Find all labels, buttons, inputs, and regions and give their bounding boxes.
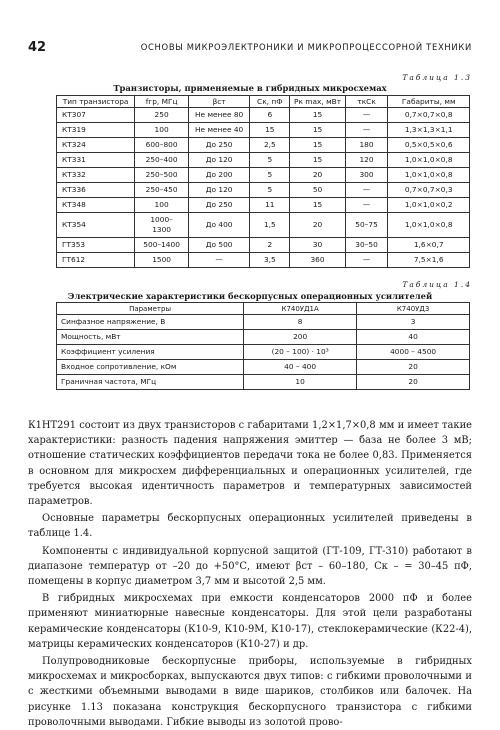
table-cell: КТ324 — [57, 138, 135, 153]
table-cell: 250 — [135, 108, 189, 123]
table-row — [57, 198, 470, 213]
table-row — [57, 138, 470, 153]
table-cell: 30–50 — [345, 238, 388, 253]
table-cell: 1,0×1,0×0,8 — [388, 213, 470, 238]
table-1-3-caption: Таблица 1.3 — [402, 73, 472, 82]
table-cell: 1,0×1,0×0,8 — [388, 153, 470, 168]
table-cell: 3 — [357, 315, 470, 330]
table-cell: 20 — [290, 168, 345, 183]
table-cell: 1,0×1,0×0,2 — [388, 198, 470, 213]
table-cell: До 400 — [189, 213, 250, 238]
table-cell: До 200 — [189, 168, 250, 183]
table-cell: 3,5 — [250, 253, 290, 268]
table-cell: — — [189, 253, 250, 268]
column-header: Тип транзистора — [57, 96, 135, 108]
table-cell: КТ319 — [57, 123, 135, 138]
paragraph: Компоненты с индивидуальной корпусной защитой (ГТ-109, ГТ-310) работают в диапазоне температур от –20 до +50°С, имеют βст – 60–180, Cк – = 30–45 пФ, помещены в корпус диаметром 3,7 мм и высотой 2,5 мм. — [28, 545, 472, 588]
table-cell: 6 — [250, 108, 290, 123]
table-cell: 600–800 — [135, 138, 189, 153]
table-header-row — [57, 303, 470, 315]
column-header: Параметры — [57, 303, 244, 315]
column-header: К740УД1А — [244, 303, 357, 315]
table-row — [57, 108, 470, 123]
paragraph: Основные параметры бескорпусных операционных усилителей приведены в таблице 1.4. — [28, 513, 472, 540]
table-cell: Не менее 40 — [189, 123, 250, 138]
paragraph: Полупроводниковые бескорпусные приборы, используемые в гибридных микросхемах и микросборках, выпускаются двух типов: с гибкими проволочными и с жесткими объемными выводами в виде шариков, столбиков или балочек. На рисунке 1.13 показана конструкция бескорпусного транзистора с гибкими проволочными выводами. Гибкие выводы из золотой прово- — [28, 656, 472, 728]
column-header: τкCк — [345, 96, 388, 108]
table-cell: 15 — [290, 123, 345, 138]
table-cell: 300 — [345, 168, 388, 183]
table-cell: 5 — [250, 183, 290, 198]
table-cell: Граничная частота, МГц — [57, 375, 244, 390]
table-row — [57, 360, 470, 375]
table-cell: 4000 – 4500 — [357, 345, 470, 360]
table-cell: 180 — [345, 138, 388, 153]
table-cell: ГТ612 — [57, 253, 135, 268]
table-cell: 1500 — [135, 253, 189, 268]
table-cell: 250–450 — [135, 183, 189, 198]
table-1-3-title: Транзисторы, применяемые в гибридных микросхемах — [113, 83, 387, 93]
table-cell: — — [345, 108, 388, 123]
table-cell: 120 — [345, 153, 388, 168]
table-cell: 7,5×1,6 — [388, 253, 470, 268]
paragraph: В гибридных микросхемах при емкости конденсаторов 2000 пФ и более применяют миниатюрные навесные конденсаторы. Для этой цели разработаны керамические конденсаторы (К10-9, К10-9М, К10-17), стеклокерамические (К22-4), матрицы керамических конденсаторов (К10-27) и др. — [28, 593, 472, 650]
table-cell: 20 — [357, 360, 470, 375]
table-cell: 0,7×0,7×0,3 — [388, 183, 470, 198]
table-cell: 10 — [244, 375, 357, 390]
table-cell: 20 — [357, 375, 470, 390]
column-header: Cк, пФ — [250, 96, 290, 108]
table-cell: 5 — [250, 153, 290, 168]
table-row — [57, 253, 470, 268]
table-cell: До 500 — [189, 238, 250, 253]
column-header: fгр, МГц — [135, 96, 189, 108]
table-cell: 2 — [250, 238, 290, 253]
table-cell: 50–75 — [345, 213, 388, 238]
table-cell: — — [345, 198, 388, 213]
table-row — [57, 213, 470, 238]
table-cell: 15 — [250, 123, 290, 138]
table-cell: 20 — [290, 213, 345, 238]
paragraph: К1НТ291 состоит из двух транзисторов с габаритами 1,2×1,7×0,8 мм и имеет такие характеристики: разность падения напряжения эмиттер — база не более 3 мВ; отношение статических коэффициентов передачи тока не более 0,83. Применяется в основном для микросхем дифференциальных и операционных усилителей, где требуется высокая идентичность параметров и температурных зависимостей параметров. — [28, 420, 472, 508]
table-cell: 30 — [290, 238, 345, 253]
table-cell: 5 — [250, 168, 290, 183]
table-cell: 50 — [290, 183, 345, 198]
table-row — [57, 375, 470, 390]
table-cell: 40 – 400 — [244, 360, 357, 375]
table-row — [57, 168, 470, 183]
table-cell: 1,0×1,0×0,8 — [388, 168, 470, 183]
table-cell: 0,5×0,5×0,6 — [388, 138, 470, 153]
column-header: βст — [189, 96, 250, 108]
table-1-4-caption: Таблица 1.4 — [402, 280, 472, 289]
table-row — [57, 315, 470, 330]
table-cell: 1,3×1,3×1,1 — [388, 123, 470, 138]
page-header — [28, 40, 472, 58]
table-cell: До 250 — [189, 138, 250, 153]
table-cell: До 250 — [189, 198, 250, 213]
table-cell: Мощность, мВт — [57, 330, 244, 345]
table-row — [57, 330, 470, 345]
table-header-row — [57, 96, 470, 108]
table-cell: КТ331 — [57, 153, 135, 168]
table-cell: 15 — [290, 138, 345, 153]
table-row — [57, 123, 470, 138]
running-title: ОСНОВЫ МИКРОЭЛЕКТРОНИКИ И МИКРОПРОЦЕССОРНОЙ ТЕХНИКИ — [140, 42, 472, 52]
table-cell: Синфазное напряжение, В — [57, 315, 244, 330]
table-row — [57, 345, 470, 360]
table-cell: КТ307 — [57, 108, 135, 123]
body-text — [28, 418, 472, 730]
column-header: Pк max, мВт — [290, 96, 345, 108]
table-cell: 360 — [290, 253, 345, 268]
table-cell: 100 — [135, 123, 189, 138]
table-cell: 1,5 — [250, 213, 290, 238]
table-cell: Входное сопротивление, кОм — [57, 360, 244, 375]
table-row — [57, 183, 470, 198]
table-cell: До 120 — [189, 183, 250, 198]
page-number: 42 — [28, 40, 47, 55]
table-cell: Не менее 80 — [189, 108, 250, 123]
table-cell: 15 — [290, 153, 345, 168]
column-header: Габариты, мм — [388, 96, 470, 108]
table-cell: 500–1400 — [135, 238, 189, 253]
table-cell: — — [345, 253, 388, 268]
table-cell: 250–500 — [135, 168, 189, 183]
opamp-table — [56, 302, 470, 390]
column-header: К740УД3 — [357, 303, 470, 315]
table-cell: 100 — [135, 198, 189, 213]
table-cell: 0,7×0,7×0,8 — [388, 108, 470, 123]
table-cell: 8 — [244, 315, 357, 330]
table-cell: 200 — [244, 330, 357, 345]
table-cell: КТ348 — [57, 198, 135, 213]
table-cell: Коэффициент усиления — [57, 345, 244, 360]
table-cell: — — [345, 123, 388, 138]
table-cell: (20 – 100) · 10³ — [244, 345, 357, 360]
table-cell: КТ336 — [57, 183, 135, 198]
table-cell: — — [345, 183, 388, 198]
table-cell: 15 — [290, 198, 345, 213]
table-cell: 15 — [290, 108, 345, 123]
table-cell: 2,5 — [250, 138, 290, 153]
table-1-4-title: Электрические характеристики бескорпусных операционных усилителей — [67, 291, 433, 301]
table-cell: 250–400 — [135, 153, 189, 168]
table-cell: 1000– 1300 — [135, 213, 189, 238]
table-row — [57, 153, 470, 168]
table-row — [57, 238, 470, 253]
table-cell: До 120 — [189, 153, 250, 168]
table-cell: 1,6×0,7 — [388, 238, 470, 253]
table-cell: КТ332 — [57, 168, 135, 183]
table-cell: КТ354 — [57, 213, 135, 238]
table-cell: ГТ353 — [57, 238, 135, 253]
transistor-table — [56, 95, 470, 268]
table-cell: 40 — [357, 330, 470, 345]
table-cell: 11 — [250, 198, 290, 213]
